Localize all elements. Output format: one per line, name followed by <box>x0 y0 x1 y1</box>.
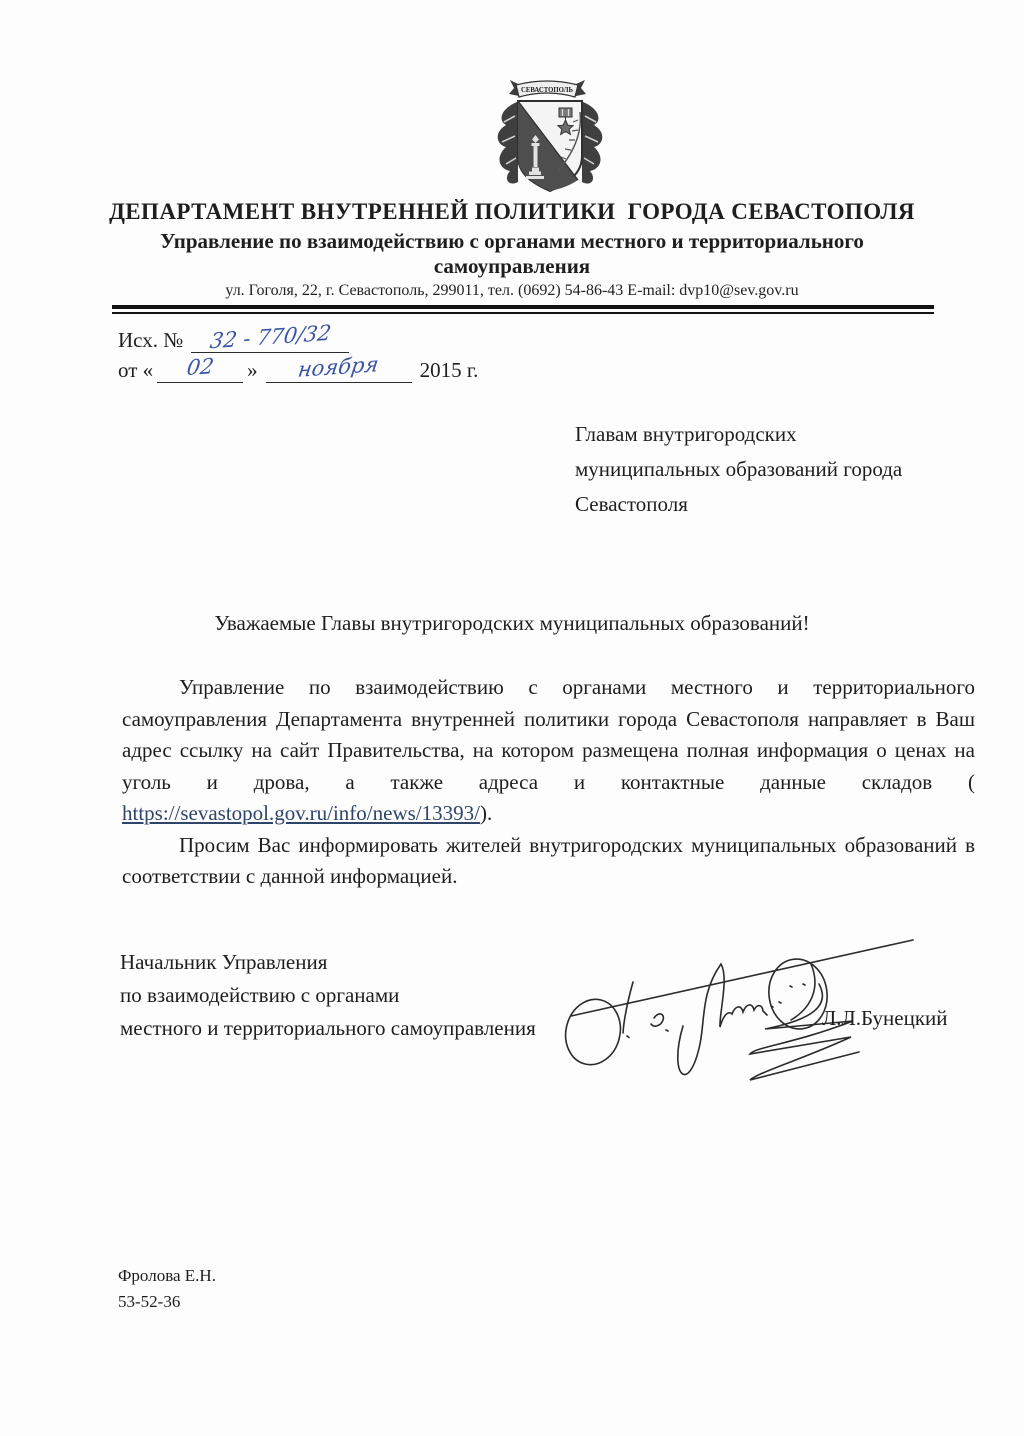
contact-line: ул. Гоголя, 22, г. Севастополь, 299011, тел. (0692) 54-86-43 E-mail: dvp10@sev.gov.ru <box>225 282 799 299</box>
date-close-quote: » <box>247 358 258 382</box>
letter-body <box>122 672 975 893</box>
date-month-field <box>266 352 412 383</box>
letterhead-divider <box>112 305 934 314</box>
outgoing-number-handwritten: 32 - 770/32 <box>208 320 333 354</box>
date-month-handwritten: ноября <box>296 352 381 382</box>
salutation: Уважаемые Главы внутригородских муниципальных образований! <box>214 611 810 635</box>
paragraph-2: Просим Вас информировать жителей внутригородских муниципальных образований в соответствии с данной информацией. <box>122 832 975 888</box>
executor-name: Фролова Е.Н. <box>118 1266 216 1285</box>
date-day-field <box>157 353 243 383</box>
executor-block <box>118 1263 216 1315</box>
addressee-line: Главам внутригородских <box>575 422 797 446</box>
paragraph-1-closing: ). <box>479 801 493 825</box>
signatory-title-line: местного и территориального самоуправления <box>120 1016 536 1040</box>
outgoing-number-label: Исх. № <box>118 328 184 352</box>
news-hyperlink: https://sevastopol.gov.ru/info/news/13393/ <box>122 801 480 825</box>
department-name: ДЕПАРТАМЕНТ ВНУТРЕННЕЙ ПОЛИТИКИ ГОРОДА СЕВАСТОПОЛЯ <box>109 199 915 224</box>
addressee-line: Севастополя <box>575 492 688 516</box>
emblem-banner-text: СЕВАСТОПОЛЬ <box>521 86 574 94</box>
executor-phone: 53-52-36 <box>118 1292 181 1311</box>
letterhead <box>0 198 1024 300</box>
paragraph-1 <box>122 672 975 830</box>
outgoing-number-field <box>191 320 349 354</box>
division-name-line1: Управление по взаимодействию с органами местного и территориального <box>160 229 864 253</box>
date-year: 2015 г. <box>419 358 479 382</box>
signatory-title-block <box>120 946 536 1045</box>
date-day-handwritten: 02 <box>185 353 216 381</box>
division-name-line2: самоуправления <box>433 254 591 278</box>
sevastopol-coat-of-arms-icon <box>488 68 618 200</box>
reference-block <box>118 320 479 388</box>
date-prefix: от « <box>118 358 154 382</box>
signatory-title-line: по взаимодействию с органами <box>120 983 400 1007</box>
paragraph-1-text: Управление по взаимодействию с органами местного и территориального самоуправления Департамента внутренней политики города Севастополя направляет в Ваш адрес ссылку на сайт Правительства, на котором размещена полная информация о ценах на уголь и дрова, а также адреса и контактные данные складов ( <box>122 675 975 794</box>
signatory-name: Л.Л.Бунецкий <box>822 1006 948 1030</box>
signatory-title-line: Начальник Управления <box>120 950 328 974</box>
addressee-line: муниципальных образований города <box>575 457 903 481</box>
addressee-block <box>575 417 902 522</box>
